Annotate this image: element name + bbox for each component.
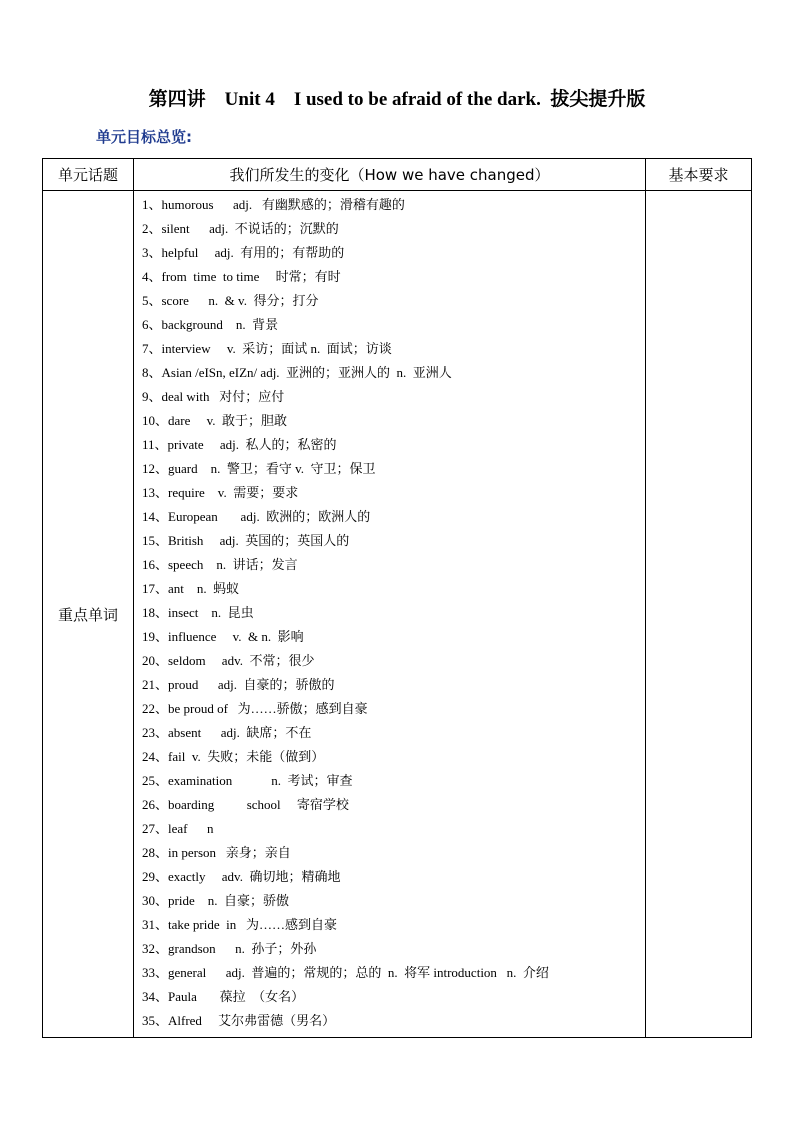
list-item: 24、fail v. 失败；未能（做到） bbox=[142, 749, 325, 764]
list-item: 5、score n. & v. 得分；打分 bbox=[142, 293, 319, 308]
list-item: 13、require v. 需要；要求 bbox=[142, 485, 299, 500]
header-topic: 单元话题 bbox=[43, 159, 134, 191]
list-item: 6、background n. 背景 bbox=[142, 317, 279, 332]
topic-cell: 重点单词 bbox=[43, 191, 134, 1038]
list-item: 25、examination n. 考试；审查 bbox=[142, 773, 353, 788]
list-item: 29、exactly adv. 确切地；精确地 bbox=[142, 869, 341, 884]
list-item: 2、silent adj. 不说话的；沉默的 bbox=[142, 221, 339, 236]
list-item: 10、dare v. 敢于；胆敢 bbox=[142, 413, 288, 428]
list-item: 20、seldom adv. 不常；很少 bbox=[142, 653, 315, 668]
list-item: 15、British adj. 英国的；英国人的 bbox=[142, 533, 350, 548]
section-subtitle: 单元目标总览: bbox=[96, 128, 192, 146]
list-item: 3、helpful adj. 有用的；有帮助的 bbox=[142, 245, 345, 260]
list-item: 4、from time to time 时常；有时 bbox=[142, 269, 341, 284]
header-changes: 我们所发生的变化（How we have changed） bbox=[134, 159, 646, 191]
list-item: 28、in person 亲身；亲自 bbox=[142, 845, 291, 860]
list-item: 27、leaf n bbox=[142, 821, 214, 836]
word-list bbox=[142, 193, 645, 1033]
word-list-cell bbox=[134, 191, 646, 1038]
list-item: 11、private adj. 私人的；私密的 bbox=[142, 437, 337, 452]
list-item: 35、Alfred 艾尔弗雷德（男名） bbox=[142, 1013, 336, 1028]
list-item: 32、grandson n. 孙子；外孙 bbox=[142, 941, 317, 956]
list-item: 23、absent adj. 缺席；不在 bbox=[142, 725, 312, 740]
list-item: 26、boarding school 寄宿学校 bbox=[142, 797, 349, 812]
list-item: 30、pride n. 自豪；骄傲 bbox=[142, 893, 289, 908]
list-item: 16、speech n. 讲话；发言 bbox=[142, 557, 298, 572]
list-item: 17、ant n. 蚂蚁 bbox=[142, 581, 240, 596]
table-header-row bbox=[43, 159, 752, 191]
table-row bbox=[43, 191, 752, 1038]
list-item: 12、guard n. 警卫；看守 v. 守卫；保卫 bbox=[142, 461, 376, 476]
list-item: 1、humorous adj. 有幽默感的；滑稽有趣的 bbox=[142, 197, 405, 212]
list-item: 21、proud adj. 自豪的；骄傲的 bbox=[142, 677, 335, 692]
list-item: 7、interview v. 采访；面试 n. 面试；访谈 bbox=[142, 341, 392, 356]
list-item: 8、Asian /eISn, eIZn/ adj. 亚洲的；亚洲人的 n. 亚洲人 bbox=[142, 365, 452, 380]
list-item: 31、take pride in 为……感到自豪 bbox=[142, 917, 337, 932]
requirement-cell bbox=[646, 191, 752, 1038]
list-item: 14、European adj. 欧洲的；欧洲人的 bbox=[142, 509, 371, 524]
list-item: 33、general adj. 普遍的；常规的；总的 n. 将军 introduction n. 介绍 bbox=[142, 965, 549, 980]
list-item: 22、be proud of 为……骄傲；感到自豪 bbox=[142, 701, 368, 716]
list-item: 18、insect n. 昆虫 bbox=[142, 605, 254, 620]
list-item: 9、deal with 对付；应付 bbox=[142, 389, 285, 404]
page-title: 第四讲 Unit 4 I used to be afraid of the dark. 拔尖提升版 bbox=[148, 89, 646, 110]
list-item: 34、Paula 葆拉 （女名） bbox=[142, 989, 305, 1004]
list-item: 19、influence v. & n. 影响 bbox=[142, 629, 304, 644]
vocabulary-table bbox=[42, 158, 752, 1038]
header-requirements: 基本要求 bbox=[646, 159, 752, 191]
